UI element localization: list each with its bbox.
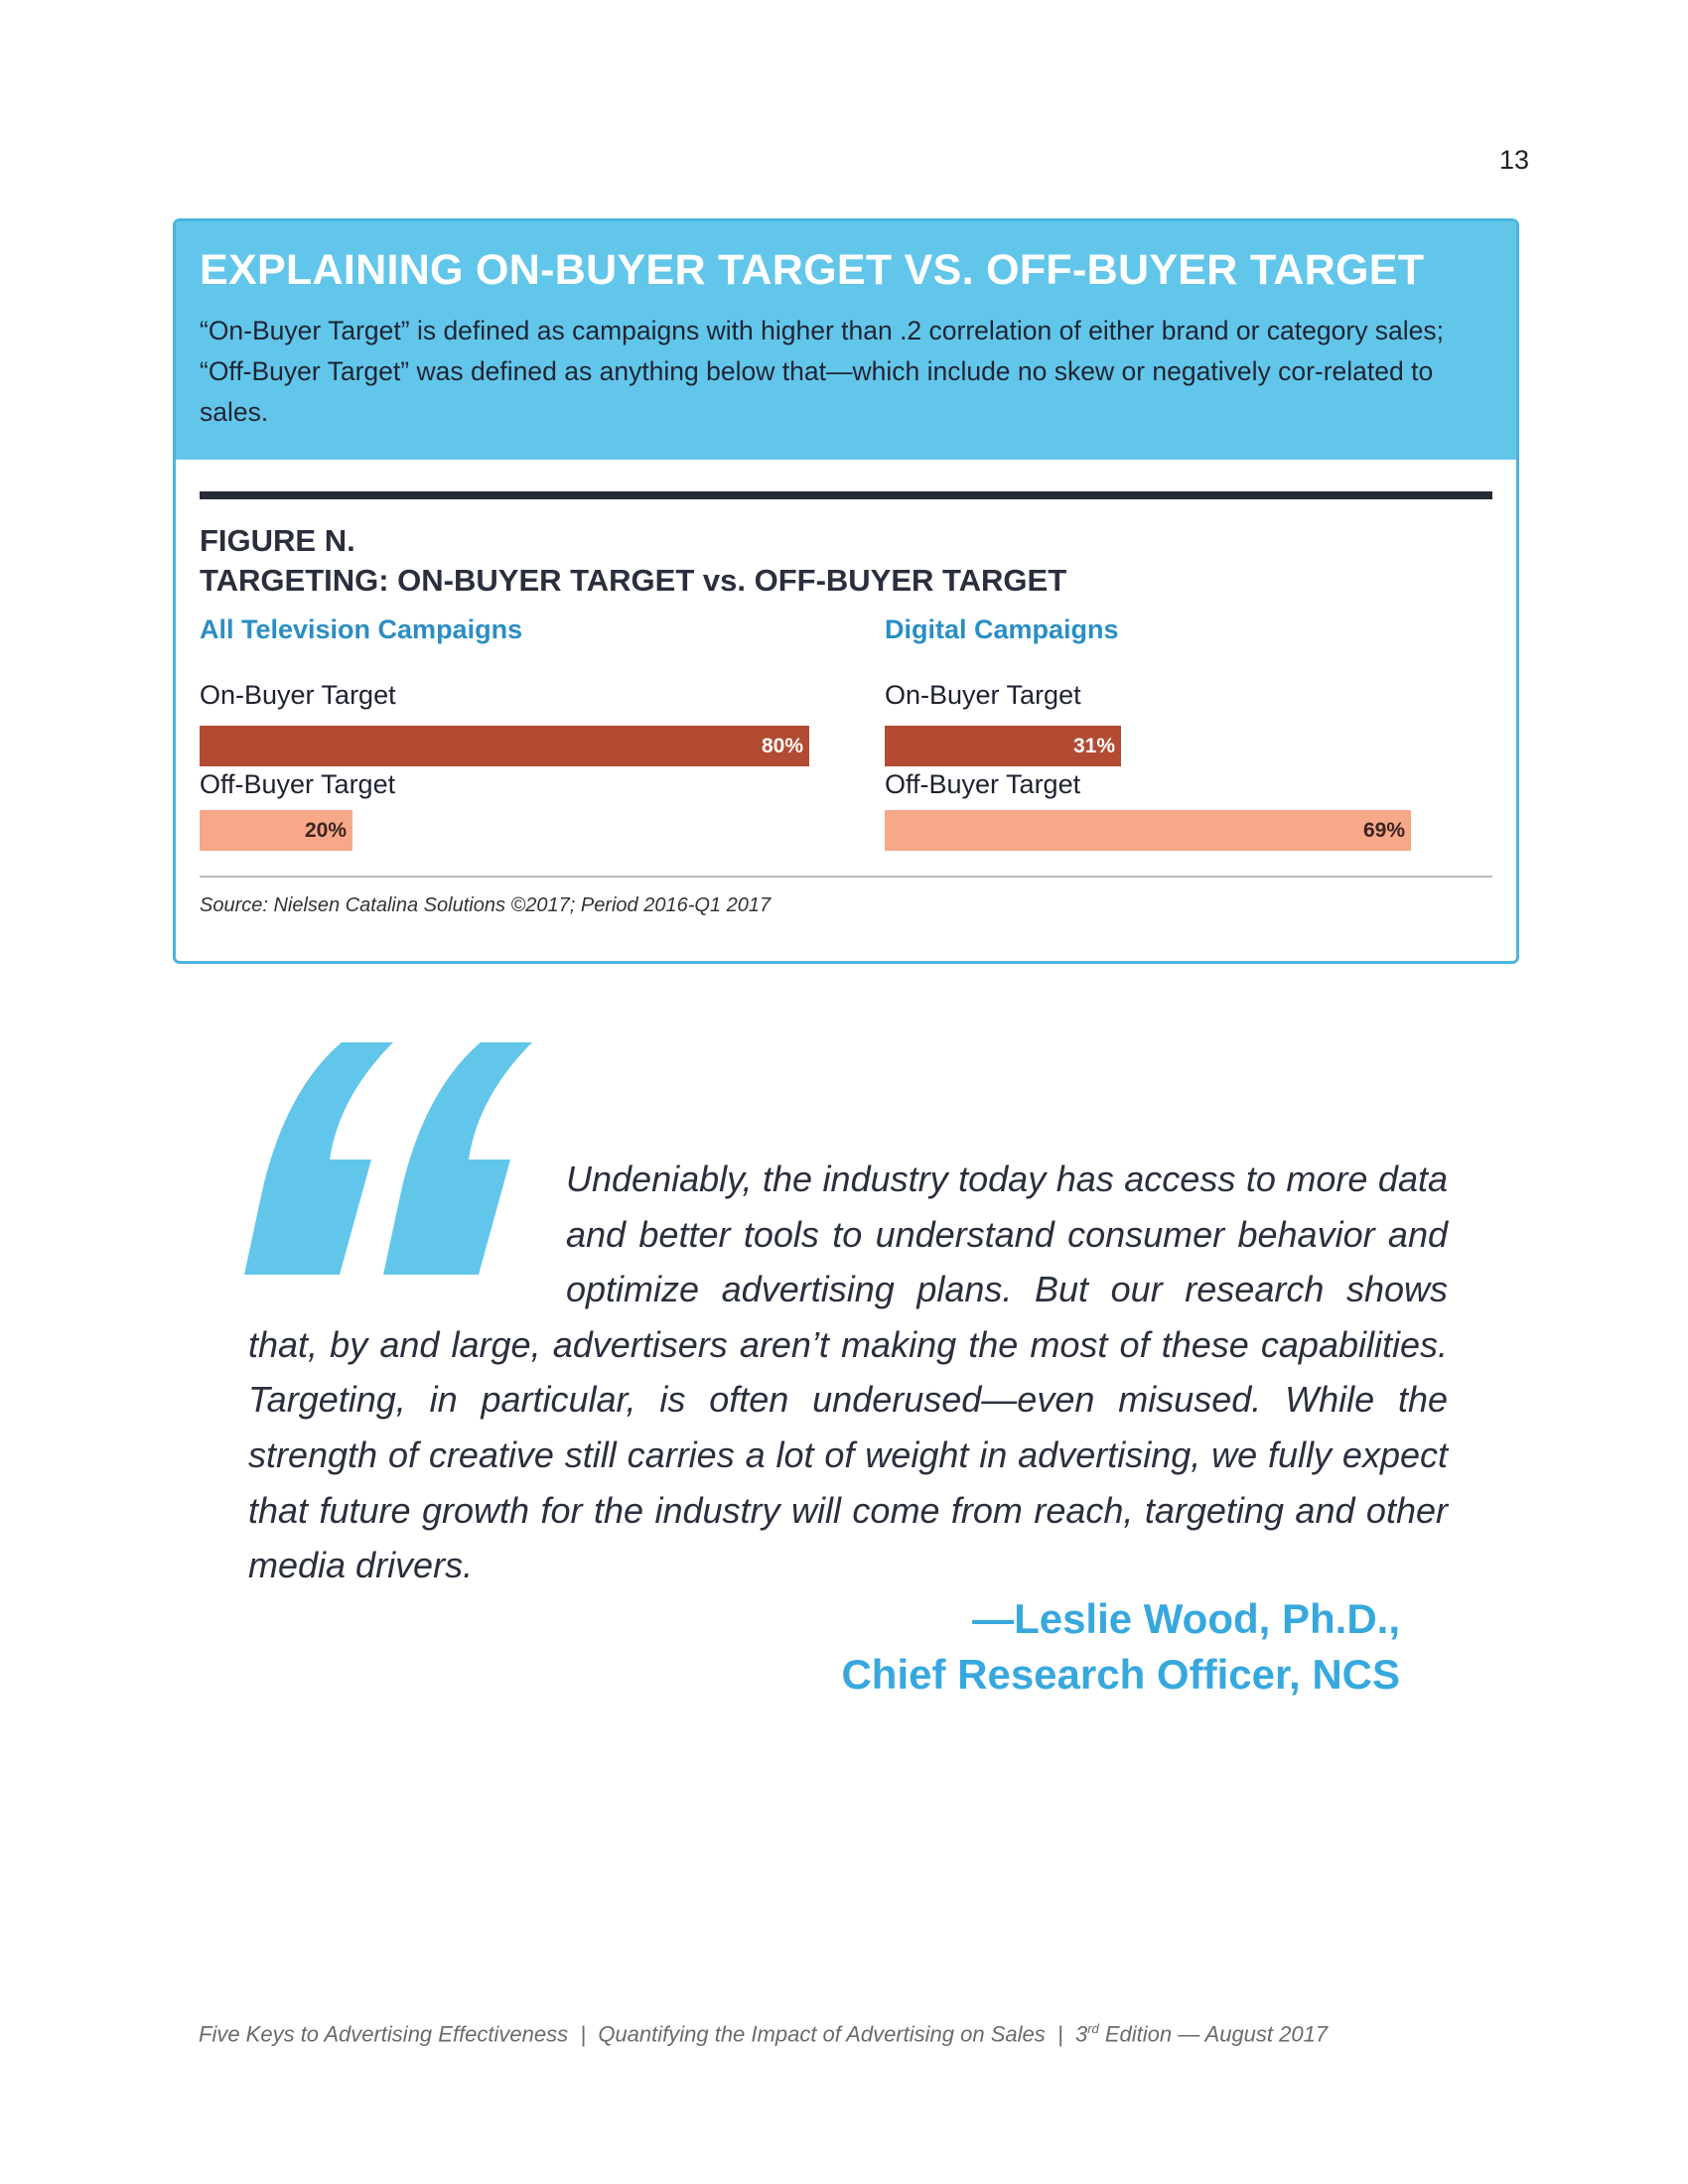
figure-title: TARGETING: ON-BUYER TARGET vs. OFF-BUYER TARGET (200, 563, 1067, 598)
footer-edition-suffix: rd (1087, 2021, 1099, 2036)
attribution-title: Chief Research Officer, NCS (841, 1651, 1400, 1698)
footer-report-title: Five Keys to Advertising Effectiveness (199, 2021, 569, 2047)
bar-label-tv-on-buyer: On-Buyer Target (200, 680, 396, 710)
callout-text: “On-Buyer Target” is defined as campaigns with higher than .2 correlation of either brand or category sales; “Off-Buyer Target” was defined as anything below that—which include no skew or negatively cor-related to sales. (200, 316, 1445, 427)
bar-tv-on-buyer: 80% (200, 726, 809, 766)
footer-subtitle: Quantifying the Impact of Advertising on Sales (598, 2021, 1046, 2047)
page-number: 13 (1498, 145, 1529, 175)
footer-edition-number: 3 (1074, 2021, 1088, 2047)
attribution-name: —Leslie Wood, Ph.D., (972, 1595, 1400, 1642)
figure-label: FIGURE N. (200, 523, 355, 558)
page-footer (199, 2021, 1328, 2047)
bar-digital-on-buyer: 31% (885, 726, 1121, 766)
callout-title: EXPLAINING ON-BUYER TARGET VS. OFF-BUYER TARGET (200, 246, 1425, 294)
callout-header (176, 221, 1516, 460)
chart-title-television: All Television Campaigns (200, 614, 523, 644)
source-rule (200, 876, 1492, 878)
bar-label-tv-off-buyer: Off-Buyer Target (200, 769, 396, 799)
bar-label-digital-on-buyer: On-Buyer Target (885, 680, 1081, 710)
quote-attribution (755, 1591, 1400, 1703)
bar-digital-off-buyer: 69% (885, 810, 1411, 851)
chart-title-digital: Digital Campaigns (885, 614, 1119, 644)
footer-separator: | (580, 2021, 587, 2047)
figure-top-rule (200, 491, 1492, 499)
pull-quote-text: Undeniably, the industry today has access to more data and better tools to understand consumer behavior and optimize advertising plans. But our research shows that, by and large, advertisers aren’t making the most of these capabilities. Targeting, in particular, is often underused—even misused. While the strength of creative still carries a lot of weight in advertising, we fully expect that future growth for the industry will come from reach, targeting and other media drivers. (248, 1159, 1448, 1586)
bar-tv-off-buyer: 20% (200, 810, 352, 851)
bar-label-digital-off-buyer: Off-Buyer Target (885, 769, 1081, 799)
footer-separator: | (1056, 2021, 1063, 2047)
footer-edition: Edition — August 2017 (1098, 2021, 1329, 2047)
figure-source: Source: Nielsen Catalina Solutions ©2017; Period 2016-Q1 2017 (200, 894, 772, 916)
figure-heading (200, 521, 1066, 601)
definition-callout (173, 218, 1519, 964)
